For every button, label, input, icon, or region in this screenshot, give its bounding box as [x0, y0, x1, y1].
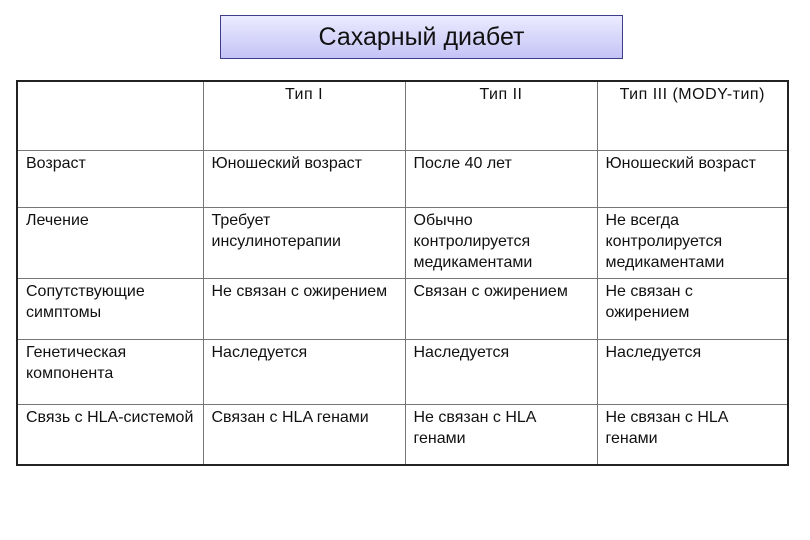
table-cell: Не связан с ожирением — [597, 278, 788, 339]
table-row — [17, 150, 788, 207]
table-cell: Не связан с ожирением — [203, 278, 405, 339]
header-cell-empty — [17, 81, 203, 150]
row-label-cell: Связь с HLA-системой — [17, 404, 203, 465]
slide-title-text: Сахарный диабет — [318, 22, 525, 51]
table-cell: Наследуется — [203, 339, 405, 404]
row-label-cell: Генетическая компонента — [17, 339, 203, 404]
table-cell: После 40 лет — [405, 150, 597, 207]
table-cell: Наследуется — [405, 339, 597, 404]
table-row — [17, 207, 788, 278]
table-cell: Обычно контролируется медикаментами — [405, 207, 597, 278]
header-cell-type-3: Тип III (MODY-тип) — [597, 81, 788, 150]
table-cell: Связан с HLA генами — [203, 404, 405, 465]
row-label-cell: Возраст — [17, 150, 203, 207]
table-header-row — [17, 81, 788, 150]
diabetes-types-table — [16, 80, 789, 466]
table-cell: Юношеский возраст — [597, 150, 788, 207]
row-label-cell: Лечение — [17, 207, 203, 278]
table-cell: Связан с ожирением — [405, 278, 597, 339]
table-cell: Требует инсулинотерапии — [203, 207, 405, 278]
table-cell: Не связан с HLA генами — [405, 404, 597, 465]
row-label-cell: Сопутствующие симптомы — [17, 278, 203, 339]
table-cell: Наследуется — [597, 339, 788, 404]
table-cell: Не всегда контролируется медикаментами — [597, 207, 788, 278]
header-cell-type-2: Тип II — [405, 81, 597, 150]
table-cell: Не связан с HLA генами — [597, 404, 788, 465]
slide-title — [220, 15, 623, 59]
table-row — [17, 278, 788, 339]
header-cell-type-1: Тип I — [203, 81, 405, 150]
table-row — [17, 404, 788, 465]
table-row — [17, 339, 788, 404]
table-cell: Юношеский возраст — [203, 150, 405, 207]
